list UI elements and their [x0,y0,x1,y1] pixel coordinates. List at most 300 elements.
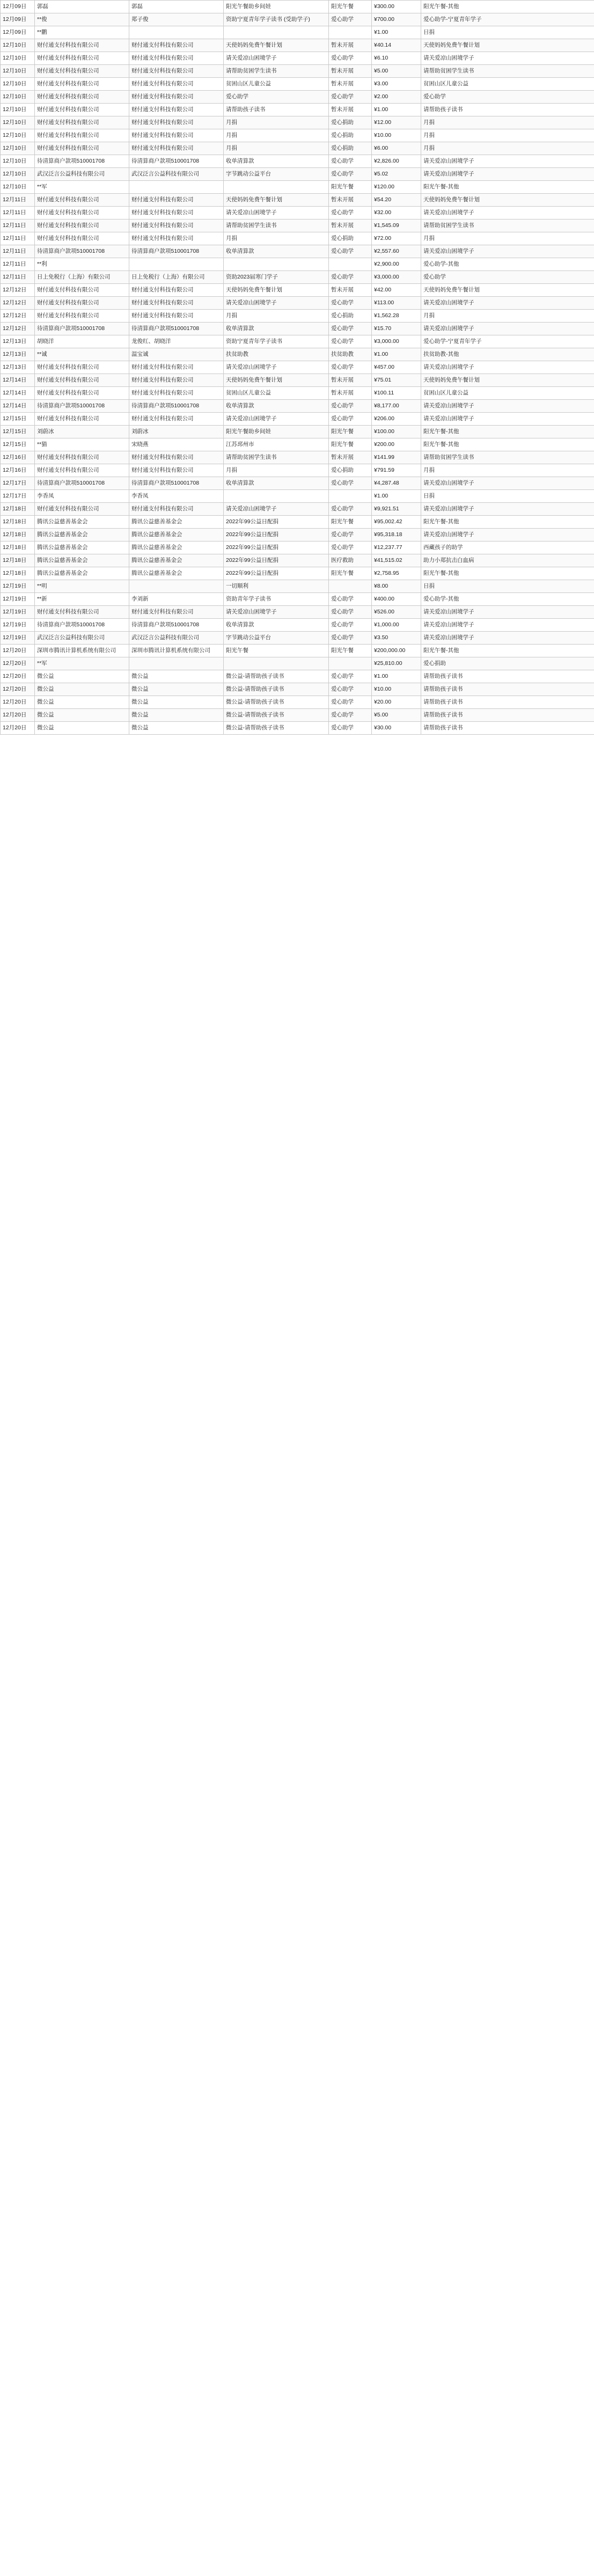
date-cell: 12月11日 [1,258,35,271]
project-cell: 请关爱凉山困境学子 [421,632,594,645]
project-cell: 月捐 [421,142,594,155]
amount-cell: ¥2,758.95 [372,567,421,580]
counterparty-cell: 待清算商户款项510001708 [35,400,129,413]
amount-cell: ¥3,000.00 [372,271,421,284]
table-row [1,580,594,593]
project-cell: 爱心助学-其他 [421,593,594,606]
purpose-cell: 请关爱凉山困境学子 [224,297,329,310]
payer-cell: 财付通支付科技有限公司 [129,310,224,323]
table-row [1,400,594,413]
amount-cell: ¥791.59 [372,464,421,477]
category-cell: 扶贫助教 [329,348,372,361]
date-cell: 12月10日 [1,142,35,155]
purpose-cell: 请关爱凉山困境学子 [224,207,329,219]
payer-cell: 财付通支付科技有限公司 [129,413,224,426]
payer-cell: 财付通支付科技有限公司 [129,116,224,129]
category-cell: 爱心助学 [329,168,372,181]
date-cell: 12月10日 [1,168,35,181]
payer-cell: 财付通支付科技有限公司 [129,464,224,477]
category-cell: 爱心助学 [329,13,372,26]
table-row [1,271,594,284]
table-row [1,348,594,361]
table-row [1,387,594,400]
counterparty-cell: **明 [35,580,129,593]
counterparty-cell: 财付通支付科技有限公司 [35,310,129,323]
purpose-cell: 字节跳动公益平台 [224,632,329,645]
project-cell: 请关爱凉山困境学子 [421,529,594,541]
payer-cell: 财付通支付科技有限公司 [129,503,224,516]
date-cell: 12月20日 [1,670,35,683]
amount-cell: ¥100.00 [372,426,421,438]
table-row [1,696,594,709]
purpose-cell: 扶贫助教 [224,348,329,361]
payer-cell: 日上免税行（上海）有限公司 [129,271,224,284]
amount-cell: ¥2,900.00 [372,258,421,271]
counterparty-cell: 财付通支付科技有限公司 [35,606,129,619]
payer-cell: 待清算商户款项510001708 [129,400,224,413]
table-row [1,26,594,39]
payer-cell: 财付通支付科技有限公司 [129,78,224,91]
table-row [1,477,594,490]
counterparty-cell: 财付通支付科技有限公司 [35,52,129,65]
amount-cell: ¥300.00 [372,1,421,13]
project-cell: 爱心助学-宁夏青年学子 [421,13,594,26]
payer-cell: 财付通支付科技有限公司 [129,129,224,142]
project-cell: 月捐 [421,232,594,245]
date-cell: 12月11日 [1,271,35,284]
project-cell: 阳光午餐-其他 [421,567,594,580]
table-row [1,91,594,104]
table-row [1,116,594,129]
payer-cell: 李刘新 [129,593,224,606]
date-cell: 12月10日 [1,65,35,78]
purpose-cell: 月捐 [224,232,329,245]
amount-cell: ¥700.00 [372,13,421,26]
category-cell: 爱心助学 [329,52,372,65]
date-cell: 12月11日 [1,207,35,219]
purpose-cell [224,181,329,194]
counterparty-cell: 财付通支付科技有限公司 [35,104,129,116]
counterparty-cell: 待清算商户款项510001708 [35,323,129,335]
project-cell: 阳光午餐-其他 [421,181,594,194]
amount-cell: ¥72.00 [372,232,421,245]
category-cell [329,580,372,593]
payer-cell [129,657,224,670]
category-cell: 暂未开展 [329,39,372,52]
category-cell: 爱心助学 [329,297,372,310]
purpose-cell: 微公益-请帮助孩子读书 [224,709,329,722]
purpose-cell: 2022年99公益日配捐 [224,516,329,529]
project-cell: 请关爱凉山困境学子 [421,245,594,258]
payer-cell: 待清算商户款项510001708 [129,323,224,335]
purpose-cell: 资助2023届寒门学子 [224,271,329,284]
amount-cell: ¥8.00 [372,580,421,593]
date-cell: 12月19日 [1,580,35,593]
purpose-cell: 阳光午餐助乡间娃 [224,426,329,438]
table-row [1,104,594,116]
date-cell: 12月09日 [1,26,35,39]
date-cell: 12月10日 [1,52,35,65]
table-row [1,606,594,619]
payer-cell: 宋晓燕 [129,438,224,451]
project-cell: 爱心助学 [421,271,594,284]
category-cell: 阳光午餐 [329,426,372,438]
amount-cell: ¥3,000.00 [372,335,421,348]
project-cell: 请关爱凉山困境学子 [421,155,594,168]
amount-cell: ¥1.00 [372,104,421,116]
table-row [1,39,594,52]
amount-cell: ¥1.00 [372,348,421,361]
project-cell: 扶贫助教-其他 [421,348,594,361]
purpose-cell: 资助青年学子读书 [224,593,329,606]
purpose-cell: 收单清算款 [224,400,329,413]
category-cell [329,258,372,271]
payer-cell [129,26,224,39]
table-row [1,155,594,168]
date-cell: 12月09日 [1,1,35,13]
purpose-cell [224,258,329,271]
amount-cell: ¥2,557.60 [372,245,421,258]
date-cell: 12月19日 [1,593,35,606]
payer-cell: 待清算商户款项510001708 [129,477,224,490]
purpose-cell: 2022年99公益日配捐 [224,541,329,554]
purpose-cell: 微公益-请帮助孩子读书 [224,722,329,735]
project-cell: 天使妈妈免费午餐计划 [421,374,594,387]
purpose-cell: 月捐 [224,464,329,477]
counterparty-cell: 郭磊 [35,1,129,13]
project-cell: 请关爱凉山困境学子 [421,400,594,413]
table-row [1,335,594,348]
table-row [1,490,594,503]
table-row [1,632,594,645]
counterparty-cell: 待清算商户款项510001708 [35,155,129,168]
purpose-cell: 请帮助孩子读书 [224,104,329,116]
category-cell: 阳光午餐 [329,181,372,194]
date-cell: 12月10日 [1,116,35,129]
counterparty-cell: 待清算商户款项510001708 [35,619,129,632]
amount-cell: ¥1.00 [372,490,421,503]
category-cell: 爱心助学 [329,541,372,554]
project-cell: 爱心助学 [421,91,594,104]
amount-cell: ¥3.50 [372,632,421,645]
table-row [1,438,594,451]
category-cell: 爱心助学 [329,207,372,219]
date-cell: 12月20日 [1,683,35,696]
project-cell: 月捐 [421,116,594,129]
purpose-cell: 一切顺利 [224,580,329,593]
category-cell: 暂未开展 [329,387,372,400]
amount-cell: ¥25,810.00 [372,657,421,670]
category-cell: 阳光午餐 [329,1,372,13]
project-cell: 请关爱凉山困境学子 [421,168,594,181]
payer-cell: 微公益 [129,722,224,735]
payer-cell: 李香凤 [129,490,224,503]
purpose-cell: 爱心助学 [224,91,329,104]
purpose-cell: 微公益-请帮助孩子读书 [224,683,329,696]
project-cell: 爱心助学-其他 [421,258,594,271]
date-cell: 12月14日 [1,400,35,413]
category-cell: 爱心助学 [329,670,372,683]
category-cell: 爱心助学 [329,722,372,735]
date-cell: 12月10日 [1,91,35,104]
table-row [1,503,594,516]
payer-cell: 微公益 [129,683,224,696]
counterparty-cell: 财付通支付科技有限公司 [35,39,129,52]
purpose-cell: 天使妈妈免费午餐计划 [224,374,329,387]
category-cell: 阳光午餐 [329,516,372,529]
category-cell: 暂未开展 [329,284,372,297]
table-row [1,516,594,529]
project-cell: 阳光午餐-其他 [421,426,594,438]
date-cell: 12月17日 [1,490,35,503]
counterparty-cell: 财付通支付科技有限公司 [35,361,129,374]
purpose-cell: 江苏邳州市 [224,438,329,451]
table-row [1,13,594,26]
counterparty-cell: 待清算商户款项510001708 [35,245,129,258]
payer-cell: 财付通支付科技有限公司 [129,451,224,464]
project-cell: 请帮助贫困学生读书 [421,451,594,464]
payer-cell: 腾讯公益慈善基金会 [129,567,224,580]
amount-cell: ¥15.70 [372,323,421,335]
date-cell: 12月19日 [1,619,35,632]
project-cell: 阳光午餐-其他 [421,438,594,451]
counterparty-cell: 财付通支付科技有限公司 [35,451,129,464]
project-cell: 爱心捐助 [421,657,594,670]
table-row [1,258,594,271]
purpose-cell: 天使妈妈免费午餐计划 [224,39,329,52]
project-cell: 爱心助学-宁夏青年学子 [421,335,594,348]
project-cell: 请关爱凉山困境学子 [421,323,594,335]
counterparty-cell: 财付通支付科技有限公司 [35,297,129,310]
purpose-cell: 字节跳动公益平台 [224,168,329,181]
date-cell: 12月20日 [1,645,35,657]
table-row [1,65,594,78]
payer-cell: 腾讯公益慈善基金会 [129,516,224,529]
purpose-cell [224,490,329,503]
table-row [1,297,594,310]
project-cell: 请关爱凉山困境学子 [421,297,594,310]
project-cell: 月捐 [421,310,594,323]
counterparty-cell: **利 [35,258,129,271]
payer-cell: 财付通支付科技有限公司 [129,39,224,52]
category-cell: 爱心捐助 [329,116,372,129]
counterparty-cell: 刘蔚冰 [35,426,129,438]
table-row [1,657,594,670]
project-cell: 阳光午餐-其他 [421,516,594,529]
date-cell: 12月15日 [1,426,35,438]
counterparty-cell: 财付通支付科技有限公司 [35,207,129,219]
date-cell: 12月18日 [1,503,35,516]
date-cell: 12月10日 [1,155,35,168]
date-cell: 12月13日 [1,335,35,348]
purpose-cell: 收单清算款 [224,619,329,632]
counterparty-cell: 财付通支付科技有限公司 [35,374,129,387]
counterparty-cell: 财付通支付科技有限公司 [35,78,129,91]
table-row [1,168,594,181]
table-row [1,232,594,245]
table-row [1,361,594,374]
date-cell: 12月17日 [1,477,35,490]
table-row [1,593,594,606]
project-cell: 请关爱凉山困境学子 [421,52,594,65]
date-cell: 12月20日 [1,709,35,722]
amount-cell: ¥1.00 [372,26,421,39]
amount-cell: ¥206.00 [372,413,421,426]
amount-cell: ¥2.00 [372,91,421,104]
counterparty-cell: **诚 [35,348,129,361]
table-row [1,619,594,632]
project-cell: 请关爱凉山困境学子 [421,477,594,490]
amount-cell: ¥8,177.00 [372,400,421,413]
project-cell: 助力小郑抗击白血病 [421,554,594,567]
purpose-cell: 请关爱凉山困境学子 [224,503,329,516]
payer-cell: 财付通支付科技有限公司 [129,104,224,116]
payer-cell: 财付通支付科技有限公司 [129,374,224,387]
counterparty-cell: **鹏 [35,26,129,39]
category-cell: 爱心捐助 [329,129,372,142]
category-cell: 爱心助学 [329,335,372,348]
table-row [1,451,594,464]
counterparty-cell: **俊 [35,13,129,26]
date-cell: 12月13日 [1,361,35,374]
donation-ledger-table [0,0,594,735]
project-cell: 请关爱凉山困境学子 [421,606,594,619]
date-cell: 12月11日 [1,245,35,258]
amount-cell: ¥400.00 [372,593,421,606]
date-cell: 12月10日 [1,39,35,52]
amount-cell: ¥54.20 [372,194,421,207]
date-cell: 12月20日 [1,696,35,709]
category-cell: 爱心捐助 [329,232,372,245]
category-cell: 爱心捐助 [329,464,372,477]
payer-cell: 微公益 [129,670,224,683]
counterparty-cell: 财付通支付科技有限公司 [35,129,129,142]
table-row [1,722,594,735]
purpose-cell: 2022年99公益日配捐 [224,567,329,580]
category-cell: 爱心捐助 [329,310,372,323]
payer-cell: 财付通支付科技有限公司 [129,361,224,374]
counterparty-cell: 财付通支付科技有限公司 [35,194,129,207]
category-cell: 医疗救助 [329,554,372,567]
date-cell: 12月09日 [1,13,35,26]
category-cell: 爱心助学 [329,400,372,413]
payer-cell: 财付通支付科技有限公司 [129,387,224,400]
counterparty-cell: 胡晓洋 [35,335,129,348]
payer-cell: 武汉泛言公益科技有限公司 [129,168,224,181]
purpose-cell: 请帮助贫困学生读书 [224,65,329,78]
amount-cell: ¥1,000.00 [372,619,421,632]
amount-cell: ¥10.00 [372,683,421,696]
amount-cell: ¥9,921.51 [372,503,421,516]
purpose-cell [224,26,329,39]
date-cell: 12月10日 [1,181,35,194]
date-cell: 12月19日 [1,632,35,645]
purpose-cell: 月捐 [224,142,329,155]
category-cell: 阳光午餐 [329,645,372,657]
table-row [1,129,594,142]
amount-cell: ¥12,237.77 [372,541,421,554]
category-cell: 爱心助学 [329,91,372,104]
payer-cell: 待清算商户款项510001708 [129,155,224,168]
purpose-cell: 请帮助贫困学生读书 [224,219,329,232]
amount-cell: ¥30.00 [372,722,421,735]
amount-cell: ¥1.00 [372,670,421,683]
counterparty-cell: 腾讯公益慈善基金会 [35,567,129,580]
amount-cell: ¥20.00 [372,696,421,709]
category-cell: 爱心助学 [329,503,372,516]
purpose-cell: 收单清算款 [224,477,329,490]
payer-cell [129,258,224,271]
category-cell: 暂未开展 [329,78,372,91]
counterparty-cell: 财付通支付科技有限公司 [35,464,129,477]
counterparty-cell: **猫 [35,438,129,451]
project-cell: 月捐 [421,464,594,477]
table-row [1,413,594,426]
date-cell: 12月16日 [1,464,35,477]
counterparty-cell: 财付通支付科技有限公司 [35,503,129,516]
amount-cell: ¥6.00 [372,142,421,155]
amount-cell: ¥6.10 [372,52,421,65]
project-cell: 日捐 [421,26,594,39]
table-row [1,323,594,335]
category-cell [329,657,372,670]
table-row [1,529,594,541]
payer-cell: 财付通支付科技有限公司 [129,194,224,207]
payer-cell: 郑子俊 [129,13,224,26]
payer-cell [129,580,224,593]
payer-cell: 待清算商户款项510001708 [129,619,224,632]
purpose-cell: 微公益-请帮助孩子读书 [224,696,329,709]
category-cell: 爱心助学 [329,413,372,426]
table-row [1,670,594,683]
category-cell: 阳光午餐 [329,438,372,451]
table-row [1,310,594,323]
table-row [1,142,594,155]
project-cell: 请帮助贫困学生读书 [421,219,594,232]
payer-cell: 深圳市腾讯计算机系统有限公司 [129,645,224,657]
category-cell: 爱心助学 [329,593,372,606]
category-cell: 爱心助学 [329,529,372,541]
date-cell: 12月20日 [1,722,35,735]
amount-cell: ¥75.01 [372,374,421,387]
date-cell: 12月18日 [1,541,35,554]
purpose-cell: 请关爱凉山困境学子 [224,52,329,65]
date-cell: 12月18日 [1,554,35,567]
category-cell: 暂未开展 [329,451,372,464]
payer-cell: 财付通支付科技有限公司 [129,207,224,219]
counterparty-cell: 腾讯公益慈善基金会 [35,541,129,554]
counterparty-cell: 财付通支付科技有限公司 [35,413,129,426]
payer-cell: 微公益 [129,696,224,709]
table-row [1,284,594,297]
amount-cell: ¥113.00 [372,297,421,310]
date-cell: 12月20日 [1,657,35,670]
amount-cell: ¥1,562.28 [372,310,421,323]
purpose-cell: 天使妈妈免费午餐计划 [224,284,329,297]
category-cell [329,490,372,503]
counterparty-cell: 财付通支付科技有限公司 [35,284,129,297]
date-cell: 12月10日 [1,78,35,91]
project-cell: 请帮助贫困学生读书 [421,65,594,78]
purpose-cell: 请关爱凉山困境学子 [224,361,329,374]
project-cell: 西藏孩子的助学 [421,541,594,554]
date-cell: 12月18日 [1,529,35,541]
table-row [1,52,594,65]
counterparty-cell: 李香凤 [35,490,129,503]
counterparty-cell: 微公益 [35,670,129,683]
counterparty-cell: 日上免税行（上海）有限公司 [35,271,129,284]
project-cell: 请帮助孩子读书 [421,722,594,735]
